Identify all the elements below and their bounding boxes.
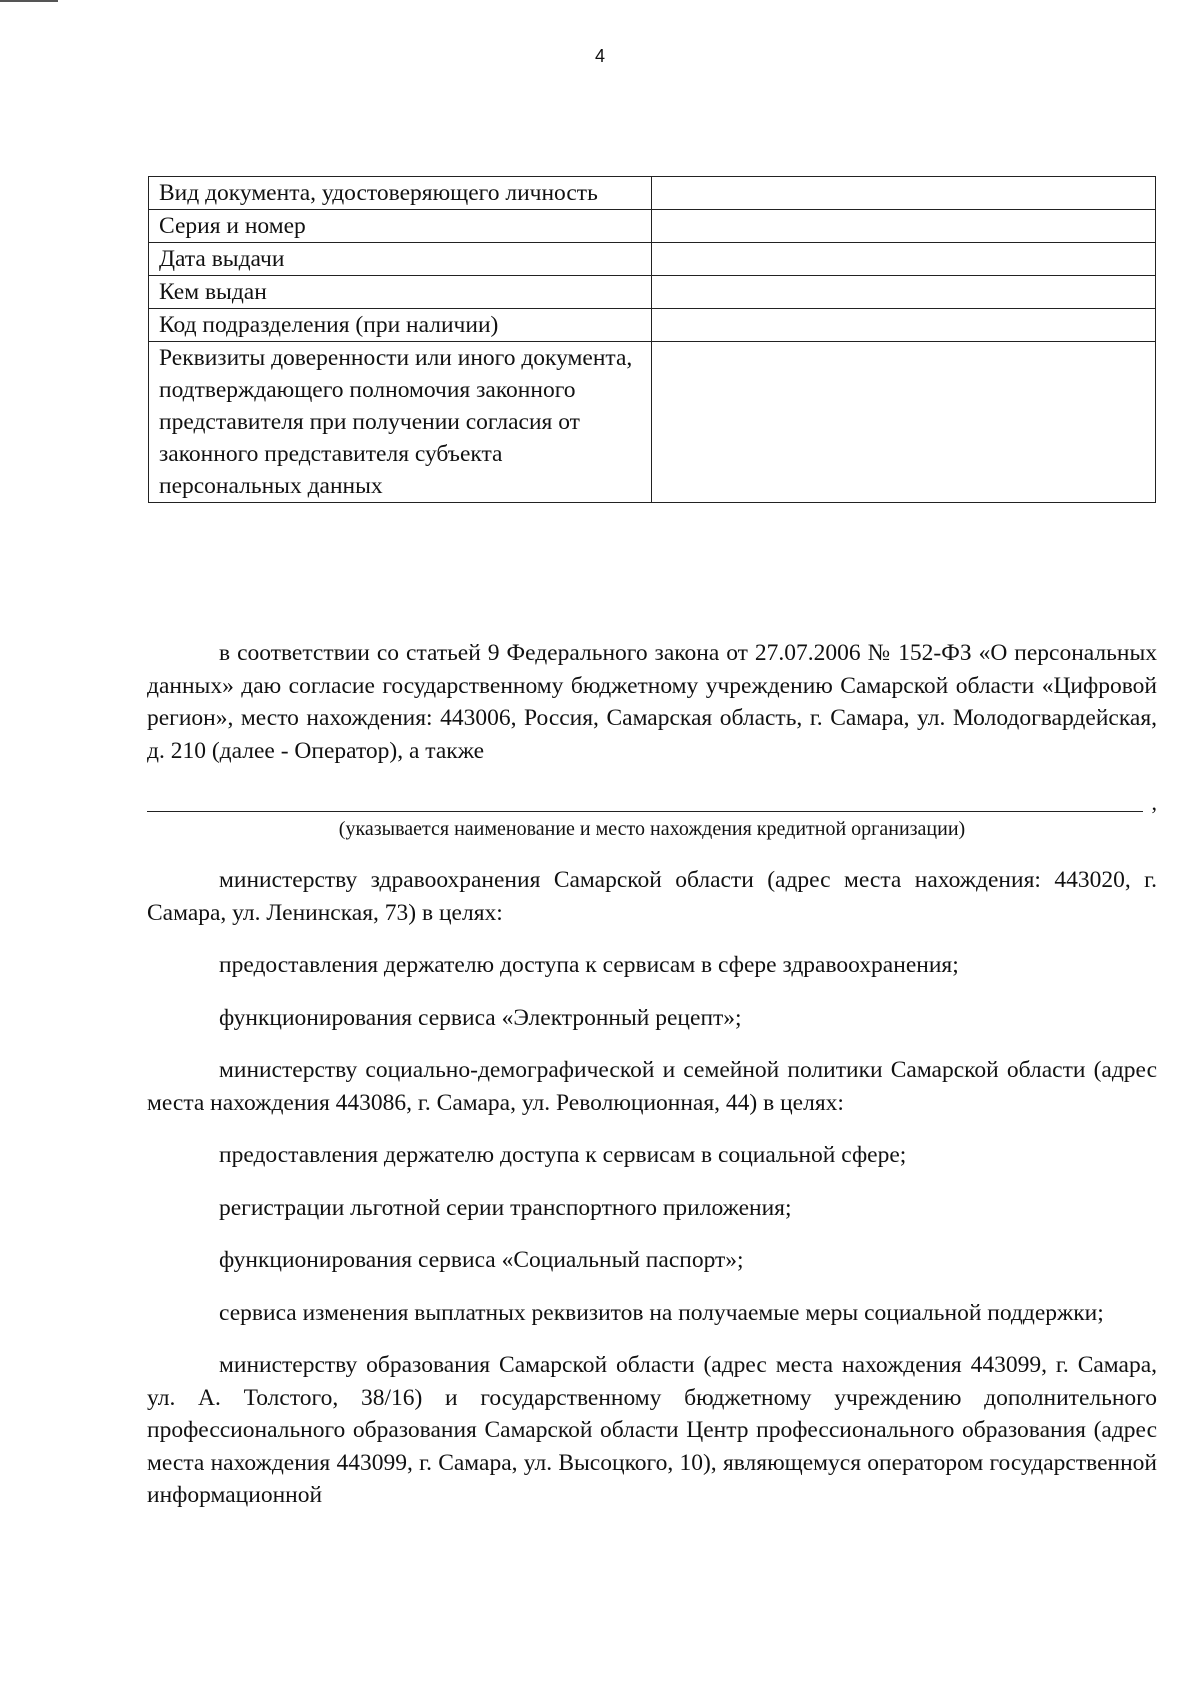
credit-organization-hint: (указывается наименование и место нахождения кредитной организации) (338, 818, 966, 840)
row-value-issue-date[interactable] (651, 243, 1155, 276)
consent-body (147, 637, 1157, 1512)
intro-paragraph: в соответствии со статьей 9 Федерального закона от 27.07.2006 № 152-ФЗ «О персональных данных» даю согласие государственному бюджетному учреждению Самарской области «Цифровой регион», место нахождения: 443006, Россия, Самарская область, г. Самара, ул. Молодогвардейская, д. 210 (далее - Оператор), а также (147, 640, 1157, 764)
row-value-issued-by[interactable] (651, 276, 1155, 309)
table-row (149, 309, 1156, 342)
table-row (149, 210, 1156, 243)
row-value-division-code[interactable] (651, 309, 1155, 342)
table-row (149, 276, 1156, 309)
table-row (149, 177, 1156, 210)
row-value-series-number[interactable] (651, 210, 1155, 243)
row-label-series-number: Серия и номер (149, 210, 652, 243)
health-access-purpose: предоставления держателю доступа к сервисам в сфере здравоохранения; (219, 952, 959, 978)
row-label-issued-by: Кем выдан (149, 276, 652, 309)
transport-series-purpose: регистрации льготной серии транспортного приложения; (219, 1194, 792, 1221)
identity-document-table (148, 176, 1156, 503)
fill-line-comma: , (1151, 789, 1157, 815)
education-ministry-paragraph: министерству образования Самарской области (адрес места нахождения 443099, г. Самара, ул. А. Толстого, 38/16) и государственному бюджетному учреждению дополнительного профессионального образования Самарской области Центр профессионального образования (адрес места нахождения 443099, г. Самара, ул. Высоцкого, 10), являющемуся оператором государственной информационной (147, 1352, 1157, 1508)
table-row (149, 342, 1156, 503)
scan-edge-mark (0, 0, 58, 5)
row-label-division-code: Код подразделения (при наличии) (149, 309, 652, 342)
health-ministry-paragraph: министерству здравоохранения Самарской области (адрес места нахождения: 443020, г. Самара, ул. Ленинская, 73) в целях: (147, 867, 1157, 926)
row-value-document-type[interactable] (651, 177, 1155, 210)
row-label-power-of-attorney: Реквизиты доверенности или иного документа, подтверждающего полномочия законного представителя при получении согласия от законного представителя субъекта персональных данных (149, 342, 652, 503)
payment-details-purpose: сервиса изменения выплатных реквизитов на получаемые меры социальной поддержки; (219, 1299, 1104, 1326)
row-value-power-of-attorney[interactable] (651, 342, 1155, 503)
table-row (149, 243, 1156, 276)
row-label-document-type: Вид документа, удостоверяющего личность (149, 177, 652, 210)
e-prescription-purpose: функционирования сервиса «Электронный рецепт»; (219, 1004, 742, 1031)
social-ministry-paragraph: министерству социально-демографической и семейной политики Самарской области (адрес места нахождения 443086, г. Самара, ул. Революционная, 44) в целях: (147, 1057, 1157, 1116)
credit-organization-fill-line[interactable] (147, 767, 1157, 815)
social-access-purpose: предоставления держателю доступа к сервисам в социальной сфере; (219, 1142, 907, 1168)
page-number: 4 (594, 46, 605, 66)
row-label-issue-date: Дата выдачи (149, 243, 652, 276)
social-passport-purpose: функционирования сервиса «Социальный паспорт»; (219, 1247, 744, 1273)
